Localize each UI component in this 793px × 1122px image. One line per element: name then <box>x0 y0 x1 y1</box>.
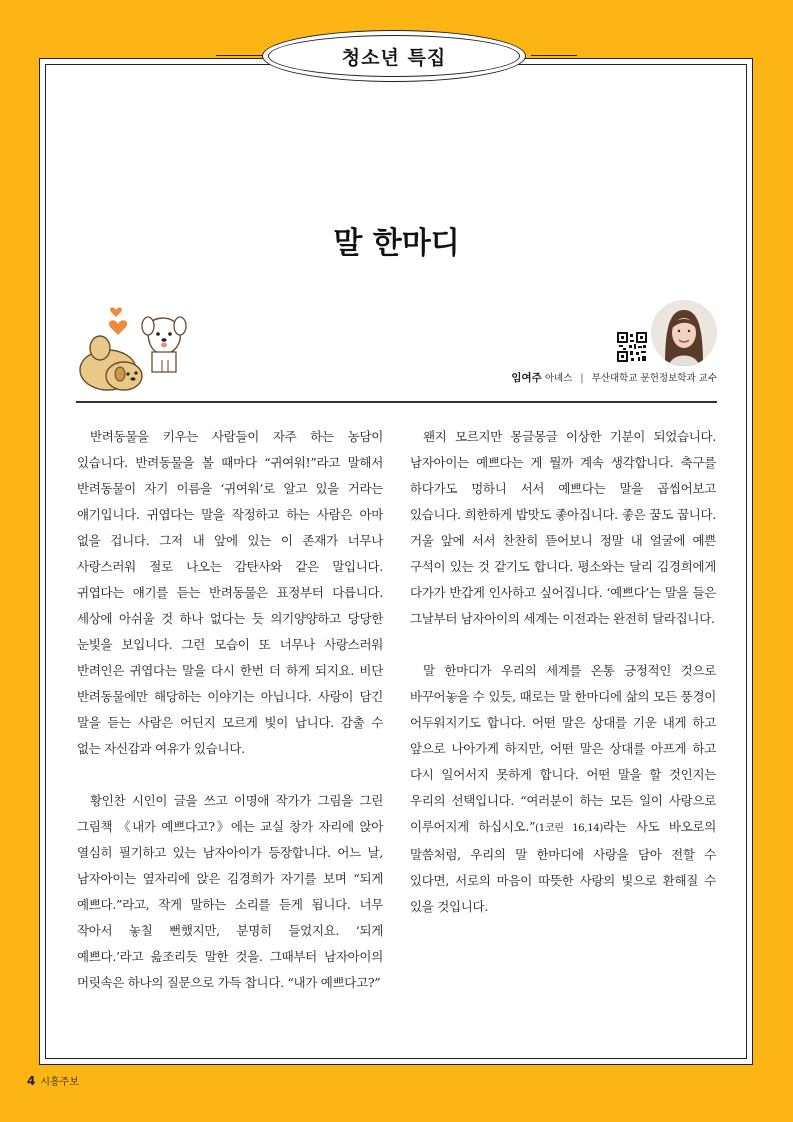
paragraph: 반려동물을 키우는 사람들이 자주 하는 농담이 있습니다. 반려동물을 볼 때마다 “귀여워!”라고 말해서 반려동물이 자기 이름을 ‘귀여워’로 알고 있을 거라는 얘기입니다. 귀엽다는 말을 작정하고 하는 사람은 아마 없을 겁니다. 그저 내 앞에 있는 이 존재가 너무나 사랑스러워 절로 나오는 감탄사와 같은 말입니다. 귀엽다는 얘기를 듣는 반려동물은 표정부터 다릅니다. 세상에 아쉬울 것 하나 없다는 듯 의기양양하고 당당한 눈빛을 보입니다. 그런 모습이 또 너무나 사랑스러워 반려인은 귀엽다는 말을 다시 한번 더 하게 되지요. 비단 반려동물에만 해당하는 이야기는 아닙니다. 사랑이 담긴 말을 듣는 사람은 어딘지 모르게 빛이 납니다. 감출 수 없는 자신감과 여유가 있습니다. <box>77 429 383 756</box>
author-name: 임여주 <box>511 372 542 384</box>
qr-code-icon <box>617 332 647 362</box>
section-badge <box>268 35 520 77</box>
page-number: 4 <box>27 1074 36 1088</box>
puppies-with-hearts-icon <box>78 300 188 396</box>
badge-left-line <box>216 55 262 56</box>
left-column <box>77 424 383 996</box>
bible-reference: (1코린 16,14) <box>535 823 603 834</box>
paragraph: 황인찬 시인이 글을 쓰고 이명애 작가가 그림을 그린 그림책 《내가 예쁘다고?》에는 교실 창가 자리에 앉아 열심히 필기하고 있는 남자아이가 등장합니다. 어느 날, 남자아이는 옆자리에 앉은 김경희가 자기를 보며 “되게 예쁘다.”라고, 작게 말하는 소리를 듣게 됩니다. 너무 작아서 놓칠 뻔했지만, 분명히 들었지요. ‘되게 예쁘다.’라고 읊조리듯 말한 것을. 그때부터 남자아이의 머릿속은 하나의 질문으로 가득 찹니다. “내가 예쁘다고?” <box>77 793 383 990</box>
byline-separator: | <box>580 373 584 384</box>
section-badge-label: 청소년 특집 <box>341 46 447 69</box>
author-affiliation: 부산대학교 문헌정보학과 교수 <box>591 373 717 384</box>
author-baptismal-name: 아녜스 <box>544 373 573 384</box>
paragraph: 왠지 모르지만 몽글몽글 이상한 기분이 되었습니다. 남자아이는 예쁘다는 게 뭘까 계속 생각합니다. 축구를 하다가도 멍하니 서서 예쁘다는 말을 곱씹어보고 있습니다. 희한하게 밥맛도 좋아집니다. 좋은 꿈도 꿉니다. 거울 앞에 서서 찬찬히 뜯어보니 정말 내 얼굴에 예쁜 구석이 있는 것 같기도 합니다. 평소와는 달리 김경희에게 다가가 반갑게 인사하고 싶어집니다. ‘예쁘다’는 말을 들은 그날부터 남자아이의 세계는 이전과는 완전히 달라집니다. <box>410 429 716 626</box>
article-title: 말 한마디 <box>333 226 460 261</box>
paragraph <box>410 658 716 920</box>
badge-right-line <box>531 55 577 56</box>
paragraph-text: 라는 사도 바오로의 말씀처럼, 우리의 말 한마디에 사랑을 담아 전할 수 있다면, 서로의 마음이 따뜻한 사랑의 빛으로 환해질 수 있을 것입니다. <box>410 819 716 914</box>
author-byline <box>511 370 717 385</box>
right-column <box>410 424 716 920</box>
paragraph-text: 말 한마디가 우리의 세계를 온통 긍정적인 것으로 바꾸어놓을 수 있듯, 때로는 말 한마디에 삶의 모든 풍경이 어두워지기도 합니다. 어떤 말은 상대를 기운 내게 하고 앞으로 나아가게 하지만, 어떤 말은 상대를 아프게 하고 다시 일어서지 못하게 합니다. 어떤 말을 할 것인지는 우리의 선택입니다. “여러분이 하는 모든 일이 사랑으로 이루어지게 하십시오.” <box>410 663 716 834</box>
publication-name: 시흥주보 <box>40 1077 79 1088</box>
author-photo <box>651 300 717 366</box>
page-footer <box>27 1073 79 1088</box>
header-divider <box>76 401 717 403</box>
author-portrait-icon <box>651 300 717 366</box>
